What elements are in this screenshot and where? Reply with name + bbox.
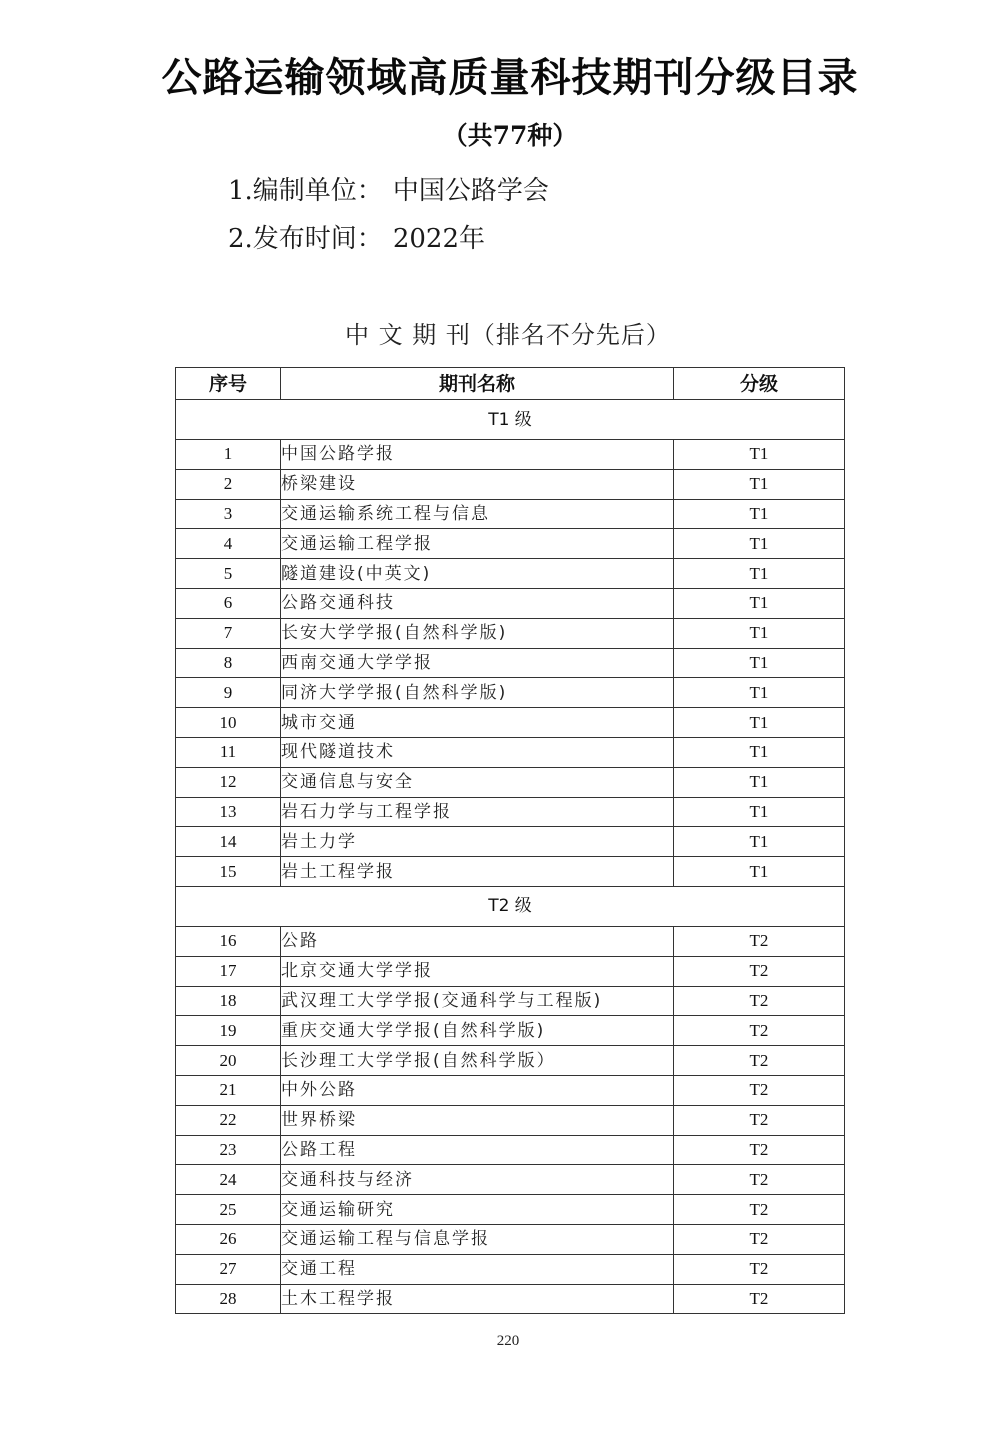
journal-name: 公路工程 [281,1135,674,1165]
section-label: T2 级 [176,886,845,926]
table-row [176,797,845,827]
journal-name: 交通科技与经济 [281,1165,674,1195]
journal-level: T2 [674,986,845,1016]
table-row [176,678,845,708]
table-row [176,1016,845,1046]
journal-level: T1 [674,529,845,559]
header-name: 期刊名称 [281,368,674,400]
journal-level: T1 [674,767,845,797]
journal-level: T1 [674,827,845,857]
section-title: 中 文 期 刊（排名不分先后） [345,321,671,349]
journal-level: T2 [674,1254,845,1284]
table-header-row [176,368,845,400]
row-number: 9 [176,678,281,708]
journal-name: 交通运输研究 [281,1195,674,1225]
row-number: 16 [176,926,281,956]
journal-level: T2 [674,1075,845,1105]
journal-name: 武汉理工大学学报(交通科学与工程版) [281,986,674,1016]
journal-name: 交通运输系统工程与信息 [281,499,674,529]
row-number: 18 [176,986,281,1016]
table-row [176,618,845,648]
journal-name: 桥梁建设 [281,469,674,499]
row-number: 1 [176,440,281,470]
table-row [176,1254,845,1284]
journal-level: T2 [674,956,845,986]
journal-name: 交通工程 [281,1254,674,1284]
table-row [176,1284,845,1314]
meta-publish-date-label: 2.发布时间： [228,224,383,254]
row-number: 23 [176,1135,281,1165]
journal-level: T1 [674,588,845,618]
table-row [176,1195,845,1225]
header-num: 序号 [176,368,281,400]
table-row [176,956,845,986]
row-number: 25 [176,1195,281,1225]
row-number: 26 [176,1224,281,1254]
table-row [176,1046,845,1076]
journal-name: 世界桥梁 [281,1105,674,1135]
row-number: 19 [176,1016,281,1046]
section-label: T1 级 [176,400,845,440]
document-title: 公路运输领域高质量科技期刊分级目录 [161,55,859,101]
journal-name: 现代隧道技术 [281,737,674,767]
journal-name: 隧道建设(中英文) [281,559,674,589]
document-subtitle: （共77种） [442,121,578,150]
table-row [176,827,845,857]
journal-name: 土木工程学报 [281,1284,674,1314]
journal-name: 长安大学学报(自然科学版) [281,618,674,648]
table-row [176,1105,845,1135]
row-number: 20 [176,1046,281,1076]
journal-level: T2 [674,1224,845,1254]
table-row [176,440,845,470]
journal-name: 城市交通 [281,708,674,738]
header-level: 分级 [674,368,845,400]
journal-name: 公路 [281,926,674,956]
meta-compiler [228,170,549,207]
row-number: 27 [176,1254,281,1284]
meta-publish-date-value: 2022年 [392,224,485,254]
journal-level: T1 [674,737,845,767]
row-number: 7 [176,618,281,648]
journal-name: 北京交通大学学报 [281,956,674,986]
journal-name: 岩石力学与工程学报 [281,797,674,827]
table-row [176,499,845,529]
journal-name: 西南交通大学学报 [281,648,674,678]
row-number: 6 [176,588,281,618]
row-number: 3 [176,499,281,529]
section-row [176,886,845,926]
row-number: 8 [176,648,281,678]
table-row [176,926,845,956]
meta-compiler-label: 1.编制单位： [228,176,383,206]
journal-level: T1 [674,469,845,499]
row-number: 13 [176,797,281,827]
journal-name: 同济大学学报(自然科学版) [281,678,674,708]
meta-publish-date [228,218,485,255]
section-row [176,400,845,440]
journal-name: 重庆交通大学学报(自然科学版) [281,1016,674,1046]
row-number: 2 [176,469,281,499]
journal-level: T2 [674,1284,845,1314]
page-number: 220 [496,1333,520,1349]
row-number: 24 [176,1165,281,1195]
journal-level: T1 [674,678,845,708]
table-row [176,1135,845,1165]
journal-level: T2 [674,1105,845,1135]
journal-level: T2 [674,1016,845,1046]
journal-level: T2 [674,926,845,956]
row-number: 17 [176,956,281,986]
table-row [176,1075,845,1105]
journal-level: T1 [674,648,845,678]
row-number: 4 [176,529,281,559]
table-row [176,648,845,678]
journal-level: T2 [674,1135,845,1165]
table-body [176,400,845,1314]
row-number: 5 [176,559,281,589]
journal-name: 中国公路学报 [281,440,674,470]
journal-level: T1 [674,499,845,529]
table-row [176,1224,845,1254]
journal-name: 岩土力学 [281,827,674,857]
row-number: 22 [176,1105,281,1135]
journal-level: T1 [674,708,845,738]
journal-name: 长沙理工大学学报(自然科学版） [281,1046,674,1076]
table-row [176,1165,845,1195]
journal-level: T1 [674,559,845,589]
row-number: 21 [176,1075,281,1105]
journal-level: T1 [674,440,845,470]
table-row [176,767,845,797]
row-number: 14 [176,827,281,857]
table-row [176,708,845,738]
meta-compiler-value: 中国公路学会 [392,176,549,206]
table-row [176,529,845,559]
journal-name: 交通信息与安全 [281,767,674,797]
table-row [176,588,845,618]
row-number: 28 [176,1284,281,1314]
journal-level: T1 [674,618,845,648]
table-row [176,469,845,499]
journal-level: T1 [674,857,845,887]
row-number: 10 [176,708,281,738]
journal-name: 岩土工程学报 [281,857,674,887]
row-number: 12 [176,767,281,797]
journal-name: 交通运输工程学报 [281,529,674,559]
journal-level: T1 [674,797,845,827]
table-row [176,857,845,887]
table-row [176,559,845,589]
journal-name: 中外公路 [281,1075,674,1105]
table-row [176,986,845,1016]
journal-name: 公路交通科技 [281,588,674,618]
journal-level: T2 [674,1195,845,1225]
table-row [176,737,845,767]
journal-table [175,367,845,1314]
journal-level: T2 [674,1046,845,1076]
row-number: 11 [176,737,281,767]
journal-name: 交通运输工程与信息学报 [281,1224,674,1254]
journal-level: T2 [674,1165,845,1195]
row-number: 15 [176,857,281,887]
